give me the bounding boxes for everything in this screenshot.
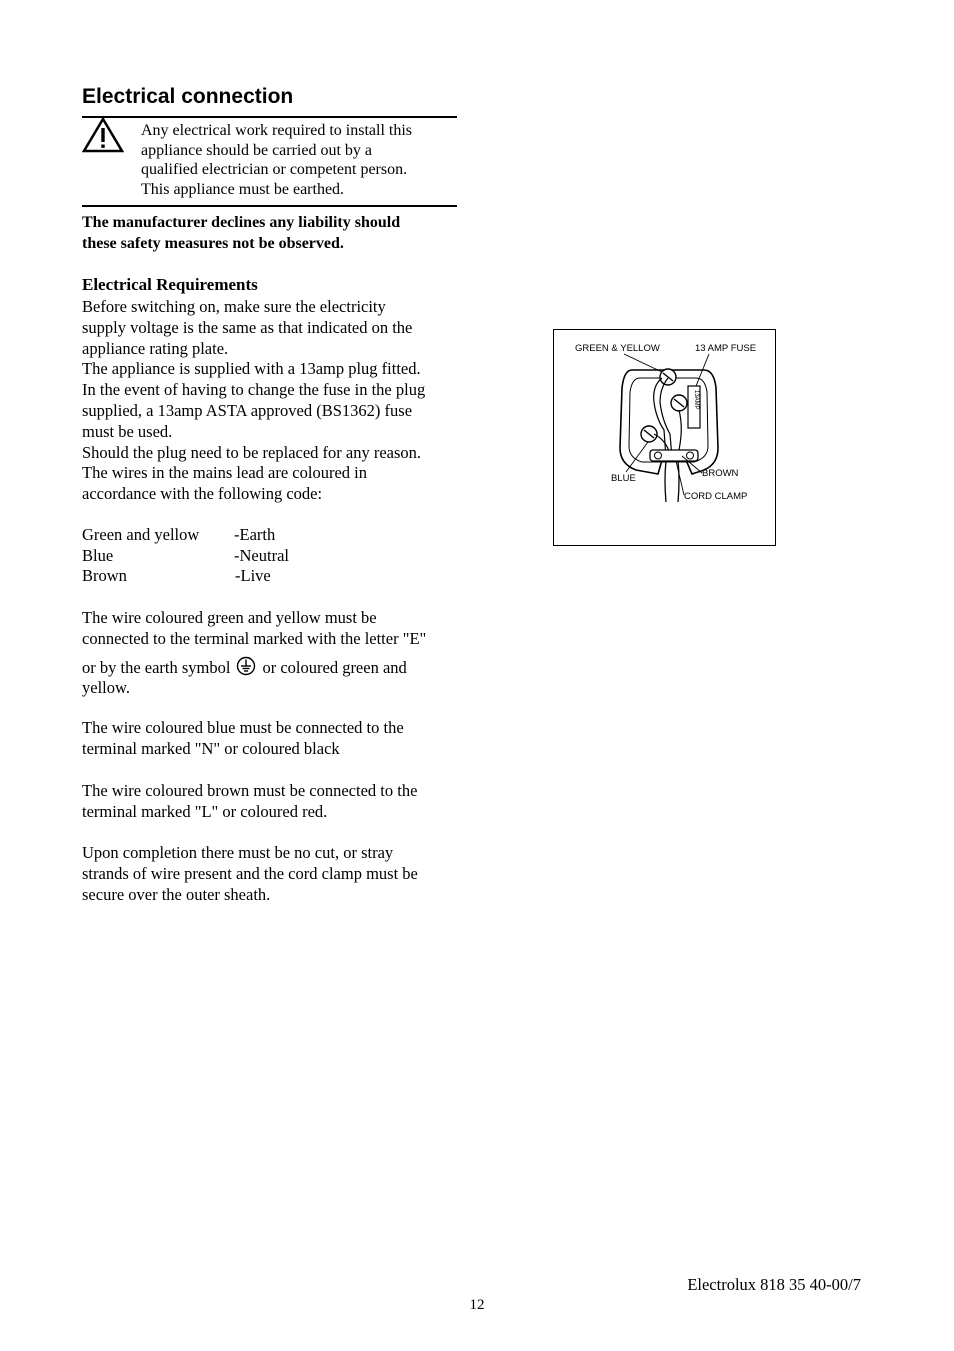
text-line: accordance with the following code: — [82, 484, 323, 504]
plug-illustration — [554, 330, 777, 547]
wire-colour: Brown — [82, 566, 127, 586]
text-line: supplied, a 13amp ASTA approved (BS1362) fuse — [82, 400, 413, 420]
text-line: must be used. — [82, 421, 173, 441]
blue-wire-paragraph — [82, 718, 404, 760]
wire-colour-code-list — [82, 525, 289, 587]
warning-line: This appliance must be earthed. — [141, 180, 345, 198]
text-line: The wire coloured brown must be connected to the — [82, 781, 418, 800]
text-line: Should the plug need to be replaced for any reason. — [82, 442, 422, 462]
label-brown: BROWN — [702, 468, 739, 479]
liability-line: these safety measures not be observed. — [82, 235, 344, 252]
warning-line: appliance should be carried out by a — [141, 141, 373, 159]
text-line: strands of wire present and the cord clamp must be — [82, 863, 418, 883]
completion-paragraph — [82, 843, 418, 905]
text-line: terminal marked "L" or coloured red. — [82, 801, 328, 821]
wire-meaning: -Earth — [234, 525, 276, 544]
text-line: yellow. — [82, 678, 130, 698]
liability-line: The manufacturer declines any liability should — [82, 214, 401, 231]
wire-meaning: -Live — [235, 566, 271, 586]
bottom-rule — [82, 205, 457, 207]
warning-text — [141, 121, 461, 199]
text-line: or by the earth symbol or coloured green and — [82, 657, 407, 677]
text-line: The wire coloured green and yellow must be — [82, 608, 377, 627]
liability-note — [82, 212, 400, 254]
warning-triangle-icon — [82, 117, 124, 153]
wire-colour: Blue — [82, 545, 114, 565]
text-line: The wire coloured blue must be connected to the — [82, 718, 404, 737]
brown-wire-paragraph — [82, 781, 417, 823]
requirements-paragraph — [82, 297, 425, 505]
text-line: In the event of having to change the fuse in the plug — [82, 380, 426, 400]
requirements-heading: Electrical Requirements — [82, 275, 258, 294]
warning-line: qualified electrician or competent person. — [141, 161, 408, 178]
fuse-marking: 13AMP — [693, 390, 699, 410]
text-line: supply voltage is the same as that indicated on the — [82, 317, 413, 337]
text-line: terminal marked "N" or coloured black — [82, 738, 340, 758]
label-13amp-fuse: 13 AMP FUSE — [695, 343, 757, 354]
text-line: The wires in the mains lead are coloured in — [82, 463, 367, 483]
wire-code-row — [82, 525, 276, 546]
wire-meaning: -Neutral — [234, 545, 289, 565]
plug-wiring-diagram — [553, 329, 776, 546]
page-number: 12 — [469, 1297, 485, 1313]
label-green-yellow: GREEN & YELLOW — [575, 343, 660, 354]
warning-line: Any electrical work required to install this — [141, 122, 413, 139]
earth-paragraph — [82, 608, 426, 699]
wire-colour: Green and yellow — [82, 525, 200, 544]
text-line: The appliance is supplied with a 13amp plug fitted. — [82, 359, 421, 379]
top-rule — [82, 116, 457, 118]
text-line: appliance rating plate. — [82, 338, 229, 358]
wire-code-row — [82, 545, 289, 567]
text-line: connected to the terminal marked with the letter "E" — [82, 628, 427, 648]
text-line: Before switching on, make sure the electricity — [82, 297, 386, 316]
label-cord-clamp: CORD CLAMP — [684, 491, 748, 502]
text-line: Upon completion there must be no cut, or stray — [82, 843, 394, 862]
label-blue: BLUE — [611, 473, 636, 484]
document-footer: Electrolux 818 35 40-00/7 — [687, 1275, 861, 1294]
section-heading: Electrical connection — [82, 85, 294, 108]
earth-symbol-icon — [236, 656, 256, 676]
text-line: secure over the outer sheath. — [82, 884, 271, 904]
wire-code-row — [82, 566, 271, 587]
